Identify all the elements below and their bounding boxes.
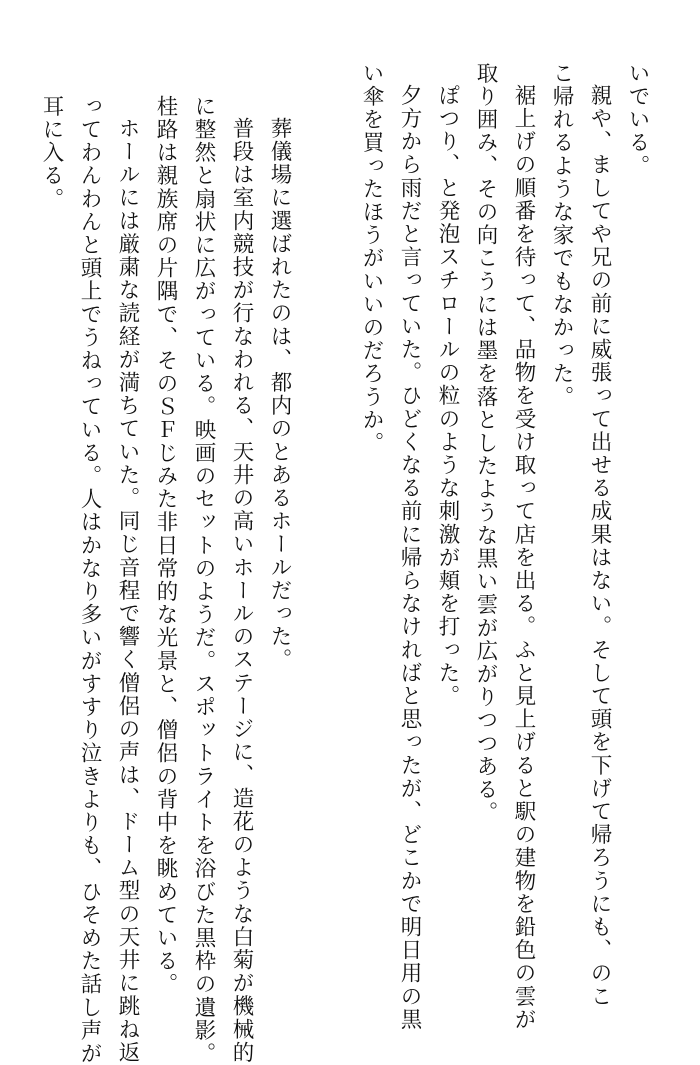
text-column: い傘を買ったほうがいいのだろうか。 (359, 62, 384, 455)
text-column: 耳に入る。 (39, 95, 64, 211)
text-column: ってわんわんと頭上でうねっている。人はかなり多いがすすり泣きよりも、ひそめた話し声が (77, 95, 102, 1065)
text-column: 親や、ましてや兄の前に威張って出せる成果はない。そして頭を下げて帰ろうにも、のこ (587, 84, 612, 1008)
text-column: 普段は室内競技が行なわれる、天井の高いホールのステージに、造花のような白菊が機械的 (229, 117, 254, 1065)
text-column: ホールには厳粛な読経が満ちていた。同じ音程で響く僧侶の声は、ドーム型の天井に跳ね返 (115, 117, 140, 1065)
text-column: ぽつり、と発泡スチロールの粒のような刺激が頬を打った。 (435, 84, 460, 708)
text-column: 取り囲み、その向こうには墨を落としたような黒い雲が広がりつつある。 (473, 62, 498, 825)
text-column: 桂路は親族席の片隅で、そのＳＦじみた非日常的な光景と、僧侶の背中を眺めている。 (153, 95, 178, 996)
text-column: こ帰れるような家でもなかった。 (549, 62, 574, 409)
text-column: に整然と扇状に広がっている。映画のセットのようだ。スポットライトを浴びた黒枠の遺影。 (191, 95, 216, 1065)
text-column: 夕方から雨だと言っていた。ひどくなる前に帰らなければと思ったが、どこかで明日用の黒 (397, 84, 422, 1032)
text-column: 裾上げの順番を待って、品物を受け取って店を出る。ふと見上げると駅の建物を鉛色の雲が (511, 84, 536, 1032)
text-column: いでいる。 (625, 62, 650, 178)
text-column: 葬儀場に選ばれたのは、都内のとあるホールだった。 (267, 117, 292, 672)
